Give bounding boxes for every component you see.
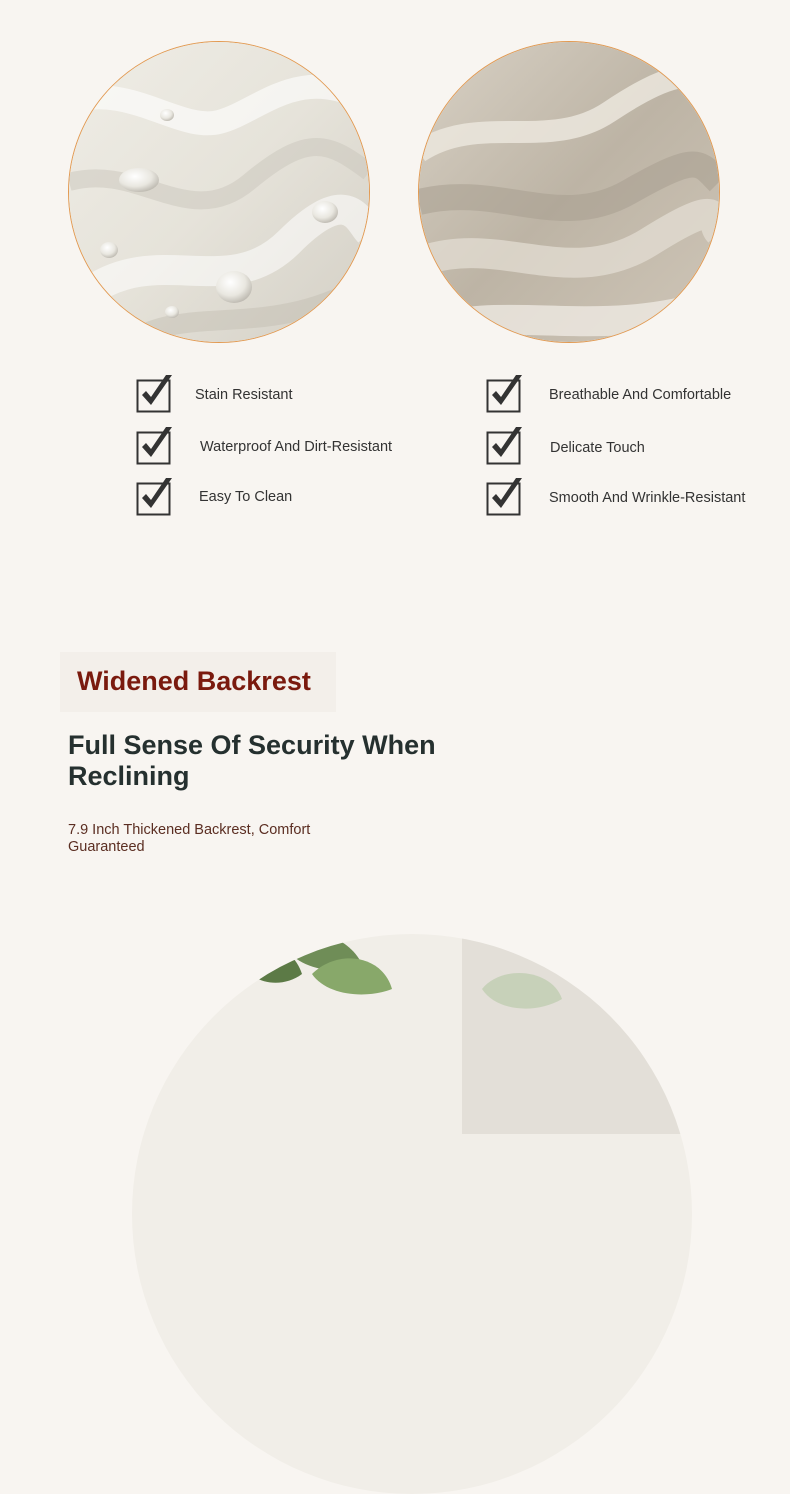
checkbox-check-icon bbox=[486, 373, 526, 417]
checkbox-check-icon bbox=[136, 373, 176, 417]
feature-stain-resistant: Stain Resistant bbox=[195, 387, 293, 403]
checkbox-check-icon bbox=[486, 425, 526, 469]
section-label-text: Widened Backrest bbox=[77, 666, 311, 696]
section-headline: Full Sense Of Security When Reclining bbox=[68, 730, 436, 791]
leather-fabric-image bbox=[68, 41, 370, 343]
section-subline: 7.9 Inch Thickened Backrest, Comfort Guaranteed bbox=[68, 822, 311, 855]
feature-waterproof: Waterproof And Dirt-Resistant bbox=[200, 439, 393, 455]
product-photo bbox=[132, 934, 692, 1494]
feature-delicate-touch: Delicate Touch bbox=[550, 440, 645, 456]
checkbox-check-icon bbox=[136, 425, 176, 469]
checkbox-check-icon bbox=[136, 476, 176, 520]
feature-breathable: Breathable And Comfortable bbox=[549, 387, 732, 403]
feature-wrinkle-resistant: Smooth And Wrinkle-Resistant bbox=[549, 490, 746, 506]
checkbox-check-icon bbox=[486, 476, 526, 520]
section-label bbox=[60, 652, 336, 712]
feature-easy-to-clean: Easy To Clean bbox=[199, 489, 293, 505]
velvet-fabric-image bbox=[418, 41, 720, 343]
